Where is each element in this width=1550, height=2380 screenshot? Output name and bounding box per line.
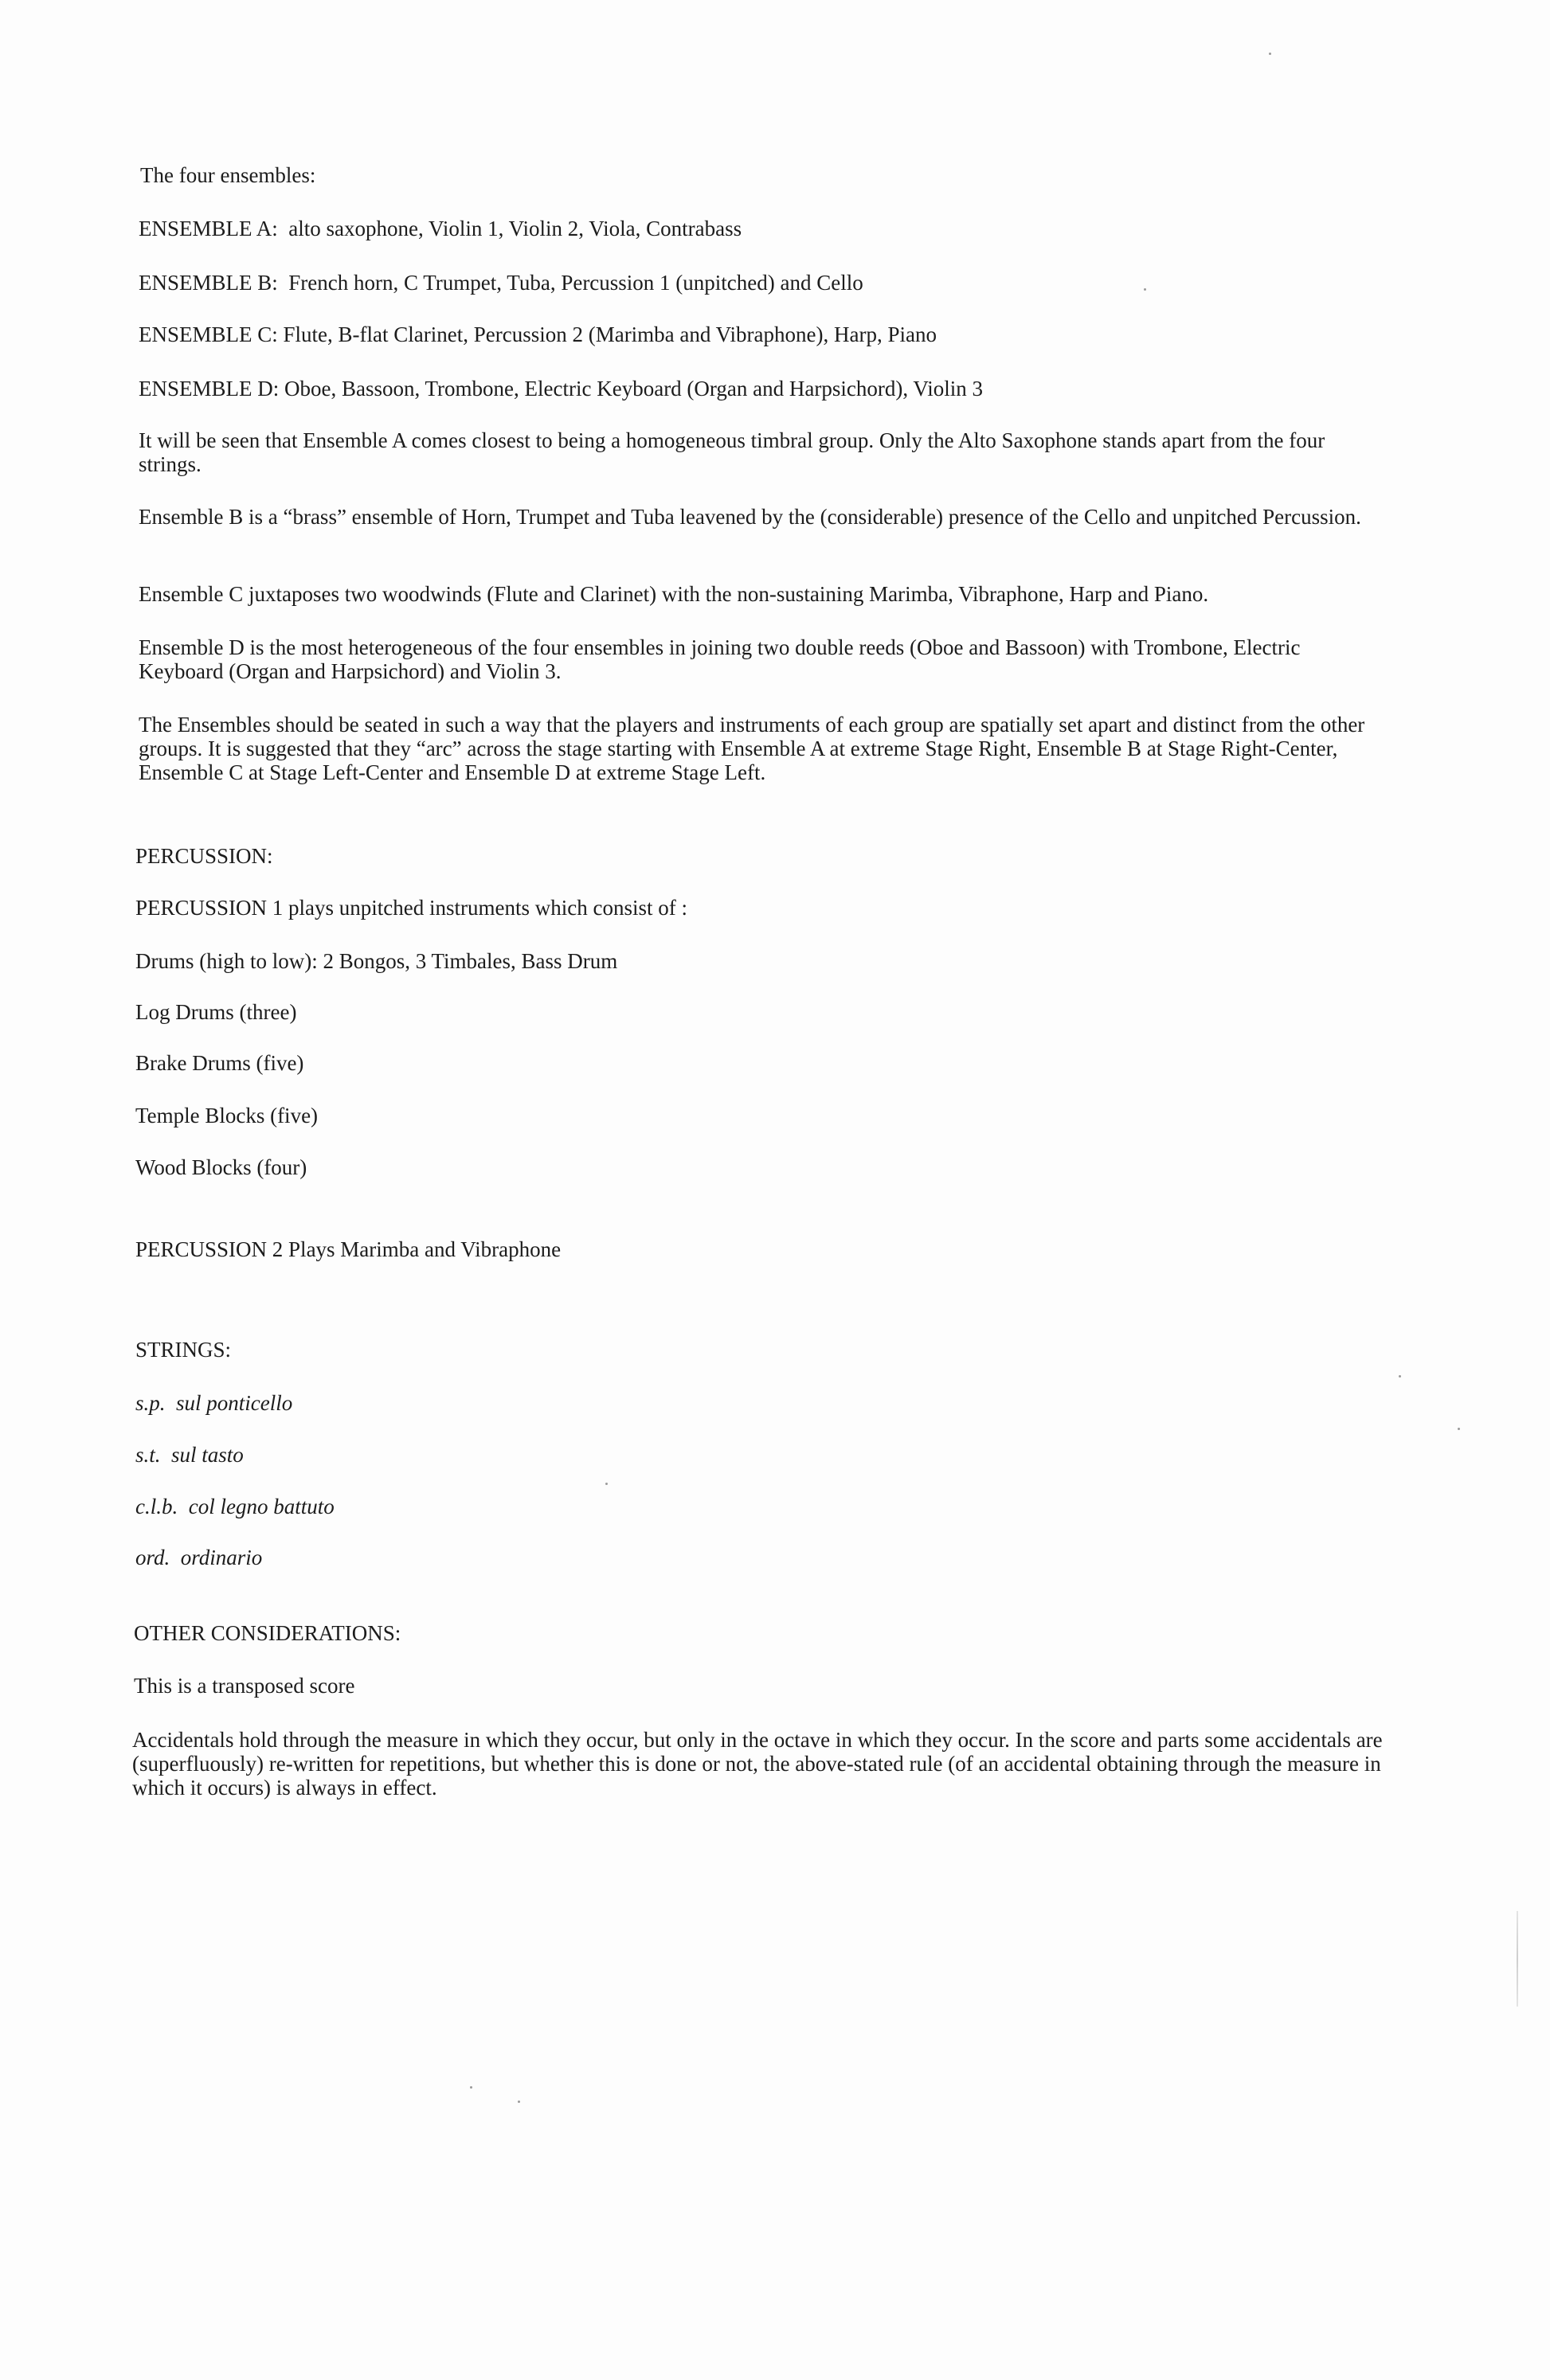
percussion-1-item: Wood Blocks (four): [135, 1155, 307, 1179]
scan-speck: [1399, 1375, 1401, 1378]
scan-speck: [1458, 1428, 1460, 1430]
strings-term-name: col legno battuto: [188, 1495, 335, 1518]
ensemble-c-line: [139, 322, 937, 346]
ensemble-b-instruments: French horn, C Trumpet, Tuba, Percussion 1 (unpitched) and Cello: [288, 271, 863, 295]
strings-term-name: ordinario: [180, 1546, 263, 1569]
seating-description: The Ensembles should be seated in such a way that the players and instruments of each group are spatially set apart and distinct from the other groups. It is suggested that they “arc” across the stage starting with Ensemble A at extreme Stage Right, Ensemble B at Stage Right-Center, Ensemble C at Stage Left-Center and Ensemble D at extreme Stage Left.: [139, 713, 1365, 784]
strings-term-abbr: ord.: [135, 1546, 170, 1569]
scan-speck: [1269, 53, 1271, 55]
ensemble-a-line: [139, 217, 742, 240]
percussion-1-item: Temple Blocks (five): [135, 1104, 319, 1127]
strings-term: [135, 1495, 335, 1518]
ensemble-d-label: ENSEMBLE D:: [139, 377, 280, 401]
ensemble-d-instruments: Oboe, Bassoon, Trombone, Electric Keyboard (Organ and Harpsichord), Violin 3: [284, 377, 983, 401]
ensembles-heading: The four ensembles:: [140, 163, 316, 187]
transposed-score-note: This is a transposed score: [134, 1674, 355, 1698]
scan-speck: [1144, 288, 1146, 291]
ensemble-a-label: ENSEMBLE A:: [139, 217, 278, 240]
percussion-1-intro: PERCUSSION 1 plays unpitched instruments which consist of :: [135, 896, 687, 920]
ensemble-b-label: ENSEMBLE B:: [139, 271, 278, 295]
ensemble-b-line: [139, 271, 863, 295]
ensemble-a-instruments: alto saxophone, Violin 1, Violin 2, Viola, Contrabass: [288, 217, 742, 240]
strings-term-abbr: s.p.: [135, 1391, 166, 1415]
ensemble-c-instruments: Flute, B-flat Clarinet, Percussion 2 (Marimba and Vibraphone), Harp, Piano: [283, 322, 937, 346]
strings-term-name: sul ponticello: [176, 1391, 293, 1415]
strings-term: [135, 1546, 262, 1569]
description-ensemble-a: It will be seen that Ensemble A comes closest to being a homogeneous timbral group. Only the Alto Saxophone stands apart from the four strings.: [139, 428, 1325, 476]
ensemble-c-label: ENSEMBLE C:: [139, 322, 278, 346]
strings-term: [135, 1391, 292, 1415]
strings-term-abbr: s.t.: [135, 1443, 161, 1467]
ensemble-d-line: [139, 377, 983, 401]
scan-edge-mark: [1517, 1911, 1518, 2007]
scan-speck: [605, 1483, 608, 1485]
strings-term: [135, 1443, 244, 1467]
scan-speck: [470, 2086, 472, 2089]
percussion-1-item: Log Drums (three): [135, 1000, 297, 1024]
percussion-1-item: Brake Drums (five): [135, 1051, 304, 1075]
strings-term-name: sul tasto: [171, 1443, 244, 1467]
description-ensemble-c: Ensemble C juxtaposes two woodwinds (Flute and Clarinet) with the non-sustaining Marimba, Vibraphone, Harp and Piano.: [139, 582, 1209, 606]
other-considerations-heading: OTHER CONSIDERATIONS:: [134, 1621, 401, 1645]
scan-speck: [518, 2101, 520, 2103]
strings-heading: STRINGS:: [135, 1338, 232, 1362]
percussion-2-line: PERCUSSION 2 Plays Marimba and Vibraphone: [135, 1237, 562, 1261]
strings-term-abbr: c.l.b.: [135, 1495, 178, 1518]
accidentals-note: Accidentals hold through the measure in which they occur, but only in the octave in which they occur. In the score and parts some accidentals are (superfluously) re-written for repetitions, but whether this is done or not, the above-stated rule (of an accidental obtaining through the measure in which it occurs) is always in effect.: [132, 1728, 1383, 1800]
percussion-heading: PERCUSSION:: [135, 844, 273, 868]
description-ensemble-d: Ensemble D is the most heterogeneous of the four ensembles in joining two double reeds (Oboe and Bassoon) with Trombone, Electric Keyboard (Organ and Harpsichord) and Violin 3.: [139, 635, 1301, 683]
description-ensemble-b: Ensemble B is a “brass” ensemble of Horn, Trumpet and Tuba leavened by the (considerable) presence of the Cello and unpitched Percussion.: [139, 505, 1361, 529]
percussion-1-item: Drums (high to low): 2 Bongos, 3 Timbales, Bass Drum: [135, 949, 618, 973]
